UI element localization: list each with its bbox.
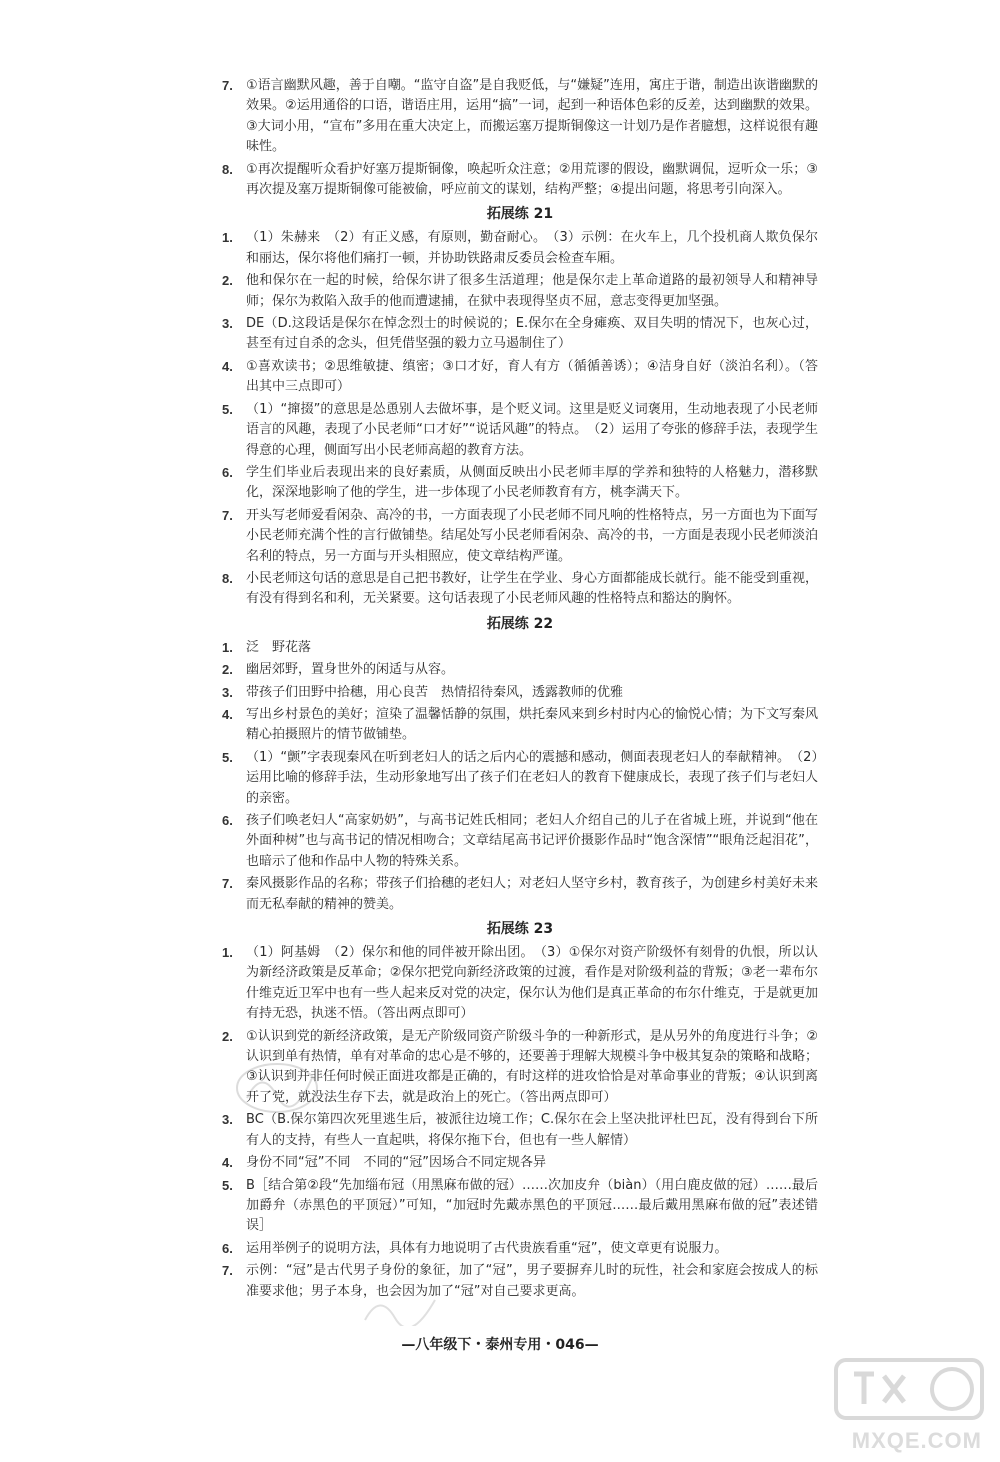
item-text: 写出乡村景色的美好；渲染了温馨恬静的氛围，烘托秦风来到乡村时内心的愉悦心情；为下文写秦风精心拍摄照片的情节做铺垫。 xyxy=(246,706,819,743)
answer-item xyxy=(222,314,818,355)
item-number: 4. xyxy=(222,1155,233,1171)
answer-item xyxy=(222,1176,818,1237)
item-text: 他和保尔在一起的时候，给保尔讲了很多生活道理；他是保尔走上革命道路的最初领导人和精神导师；保尔为救陷入敌手的他而遭逮捕，在狱中表现得坚贞不屈，意志变得更加坚强。 xyxy=(246,273,818,309)
item-number: 2. xyxy=(222,662,233,678)
item-text: B［结合第②段“先加缁布冠（用黑麻布做的冠）……次加皮弁（biàn）（用白鹿皮做的冠）……最后加爵弁（赤黑色的平顶冠）”可知，“加冠时先戴赤黑色的平顶冠……最后戴用黑麻布做的冠”表述错误］ xyxy=(246,1177,818,1234)
answer-item xyxy=(222,160,818,201)
answer-item xyxy=(222,811,818,872)
item-number: 8. xyxy=(222,570,233,586)
item-text: ①认识到党的新经济政策，是无产阶级同资产阶级斗争的一种新形式，是从另外的角度进行斗争；②认识到单有热情，单有对革命的忠心是不够的，还要善于理解大规模斗争中极其复杂的策略和战略；③认识到并非任何时候正面进攻都是正确的，有时这样的进攻恰恰是对革命事业的背叛；④认识到离开了党，就没法生存下去，就是政治上的死亡。（答出两点即可） xyxy=(246,1028,819,1105)
item-number: 1. xyxy=(222,945,233,961)
answer-item xyxy=(222,463,818,504)
answer-item xyxy=(222,569,818,610)
section-title: 拓展练 21 xyxy=(486,206,554,223)
item-text: （1）朱赫来 （2）有正义感，有原则，勤奋耐心。 （3）示例：在火车上，几个投机商人欺负保尔和丽达，保尔将他们痛打一顿，并协助铁路肃反委员会检查车厢。 xyxy=(246,230,818,266)
answer-item xyxy=(222,271,818,312)
item-text: ①语言幽默风趣，善于自嘲。“监守自盗”是自我贬低，与“嫌疑”连用，寓庄于谐，制造出诙谐幽默的效果。②运用通俗的口语，谐语庄用，运用“搞”一词，起到一种语体色彩的反差，达到幽默的效果。③大词小用，“宣布”多用在重大决定上，而搬运塞万提斯铜像这一计划乃是作者臆想，这样说很有趣味性。 xyxy=(246,78,818,155)
answer-item xyxy=(222,874,818,915)
item-text: 带孩子们田野中拾穗，用心良苦 热情招待秦风，透露教师的优雅 xyxy=(246,684,624,700)
item-text: 身份不同“冠”不同 不同的“冠”因场合不同定规各异 xyxy=(246,1155,546,1171)
site-watermark: MXQE.COM xyxy=(851,1428,982,1453)
item-text: 秦风摄影作品的名称；带孩子们拾穗的老妇人；对老妇人坚守乡村，教育孩子，为创建乡村美好未来而无私奉献的精神的赞美。 xyxy=(246,876,819,912)
item-number: 3. xyxy=(222,1112,233,1128)
answer-content xyxy=(222,76,818,1304)
answer-circle-logo-watermark xyxy=(834,1354,984,1426)
answer-item xyxy=(222,943,818,1025)
item-number: 5. xyxy=(222,1177,233,1193)
answer-item xyxy=(222,357,818,398)
item-number: 7. xyxy=(222,507,233,523)
answer-item xyxy=(222,1261,818,1302)
section-title: 拓展练 22 xyxy=(486,615,554,632)
item-text: 开头写老师爱看闲杂、高冷的书，一方面表现了小民老师不同凡响的性格特点，另一方面也为下面写小民老师充满个性的言行做铺垫。结尾处写小民老师看闲杂、高冷的书，一方面是表现小民老师淡泊名利的特点，另一方面与开头相照应，使文章结构严谨。 xyxy=(246,507,819,564)
item-number: 6. xyxy=(222,464,233,480)
answer-item xyxy=(222,76,818,158)
item-number: 7. xyxy=(222,78,233,93)
item-text: 幽居郊野，置身世外的闲适与从容。 xyxy=(246,662,455,678)
item-text: 运用举例子的说明方法，具体有力地说明了古代贵族看重“冠”，使文章更有说服力。 xyxy=(246,1240,728,1256)
answer-item xyxy=(222,660,818,680)
faint-stamp-watermark-2 xyxy=(360,1290,440,1326)
answer-item xyxy=(222,1239,818,1259)
item-number: 1. xyxy=(222,639,233,655)
item-number: 3. xyxy=(222,684,233,700)
item-number: 1. xyxy=(222,230,233,246)
item-text: 小民老师这句话的意思是自己把书教好，让学生在学业、身心方面都能成长就行。能不能受到重视，有没有得到名和利，无关紧要。这句话表现了小民老师风趣的性格特点和豁达的胸怀。 xyxy=(246,570,819,607)
answer-item xyxy=(222,748,818,809)
item-text: ①再次提醒听众看护好塞万提斯铜像，唤起听众注意；②用荒谬的假设，幽默调侃，逗听众一乐；③再次提及塞万提斯铜像可能被偷，呼应前文的谋划，结构严整；④提出问题，将思考引向深入。 xyxy=(246,161,818,198)
item-number: 3. xyxy=(222,316,233,332)
faint-stamp-watermark xyxy=(232,1058,322,1118)
item-text: ①喜欢读书；②思维敏捷、缜密；③口才好，育人有方（循循善诱）；④洁身自好（淡泊名利）。（答出其中三点即可） xyxy=(246,358,818,395)
item-number: 5. xyxy=(222,401,233,417)
item-number: 2. xyxy=(222,1028,233,1044)
item-number: 7. xyxy=(222,1263,233,1279)
item-number: 8. xyxy=(222,161,233,177)
item-text: 泛 野花落 xyxy=(246,639,312,655)
item-text: 孩子们唤老妇人“高家奶奶”，与高书记姓氏相同；老妇人介绍自己的儿子在省城上班，并说到“他在外面种树”也与高书记的情况相吻合；文章结尾高书记评价摄影作品时“饱含深情”“眼角泛起泪花”，也暗示了他和作品中人物的特殊关系。 xyxy=(246,813,818,869)
section-title: 拓展练 23 xyxy=(486,921,554,938)
item-number: 6. xyxy=(222,813,233,828)
item-text: DE（D.这段话是保尔在悼念烈士的时候说的；E.保尔在全身瘫痪、双目失明的情况下，也灰心过，甚至有过自杀的念头，但凭借坚强的毅力立马遏制住了） xyxy=(246,316,818,352)
answer-item xyxy=(222,506,818,567)
page-footer: —八年级下・泰州专用・046— xyxy=(401,1337,599,1353)
item-text: BC（B.保尔第四次死里逃生后，被派往边境工作；C.保尔在会上坚决批评杜巴瓦，没有得到台下所有人的支持，有些人一直起哄，将保尔拖下台，但也有一些人解情） xyxy=(246,1112,818,1148)
item-text: 示例：“冠”是古代男子身份的象征，加了“冠”，男子要摒弃儿时的玩性，社会和家庭会按成人的标准要求他；男子本身，也会因为加了“冠”对自己要求更高。 xyxy=(246,1263,818,1299)
item-number: 2. xyxy=(222,273,233,289)
item-number: 4. xyxy=(222,358,233,374)
answer-item xyxy=(222,228,818,269)
item-number: 6. xyxy=(222,1240,233,1256)
item-text: 学生们毕业后表现出来的良好素质，从侧面反映出小民老师丰厚的学养和独特的人格魅力，潜移默化，深深地影响了他的学生，进一步体现了小民老师教育有方，桃李满天下。 xyxy=(246,464,818,501)
answer-item xyxy=(222,638,818,658)
answer-item xyxy=(222,683,818,703)
item-text: （1）“撺掇”的意思是怂恿别人去做坏事，是个贬义词。这里是贬义词褒用，生动地表现了小民老师语言的风趣，表现了小民老师“口才好”“说话风趣”的特点。 （2）运用了夸张的修辞手法，表现学生得意的心理，侧面写出小民老师高超的教育方法。 xyxy=(246,401,818,458)
item-number: 7. xyxy=(222,876,233,892)
item-text: （1）“颤”字表现秦风在听到老妇人的话之后内心的震撼和感动，侧面表现老妇人的奉献精神。 （2）运用比喻的修辞手法，生动形象地写出了孩子们在老妇人的教育下健康成长，表现了孩子们与老妇人的亲密。 xyxy=(246,749,819,806)
item-text: （1）阿基姆 （2）保尔和他的同伴被开除出团。 （3）①保尔对资产阶级怀有刻骨的仇恨，所以认为新经济政策是反革命；②保尔把党向新经济政策的过渡，看作是对阶级利益的背叛；③老一辈布尔什维克近卫军中也有一些人起来反对党的决定，保尔认为他们是真正革命的布尔什维克，于是就更加有持无恐，执迷不悟。（答出两点即可） xyxy=(246,945,819,1022)
answer-item xyxy=(222,705,818,746)
item-number: 5. xyxy=(222,749,233,765)
answer-item xyxy=(222,400,818,461)
item-number: 4. xyxy=(222,706,233,722)
answer-item xyxy=(222,1153,818,1173)
